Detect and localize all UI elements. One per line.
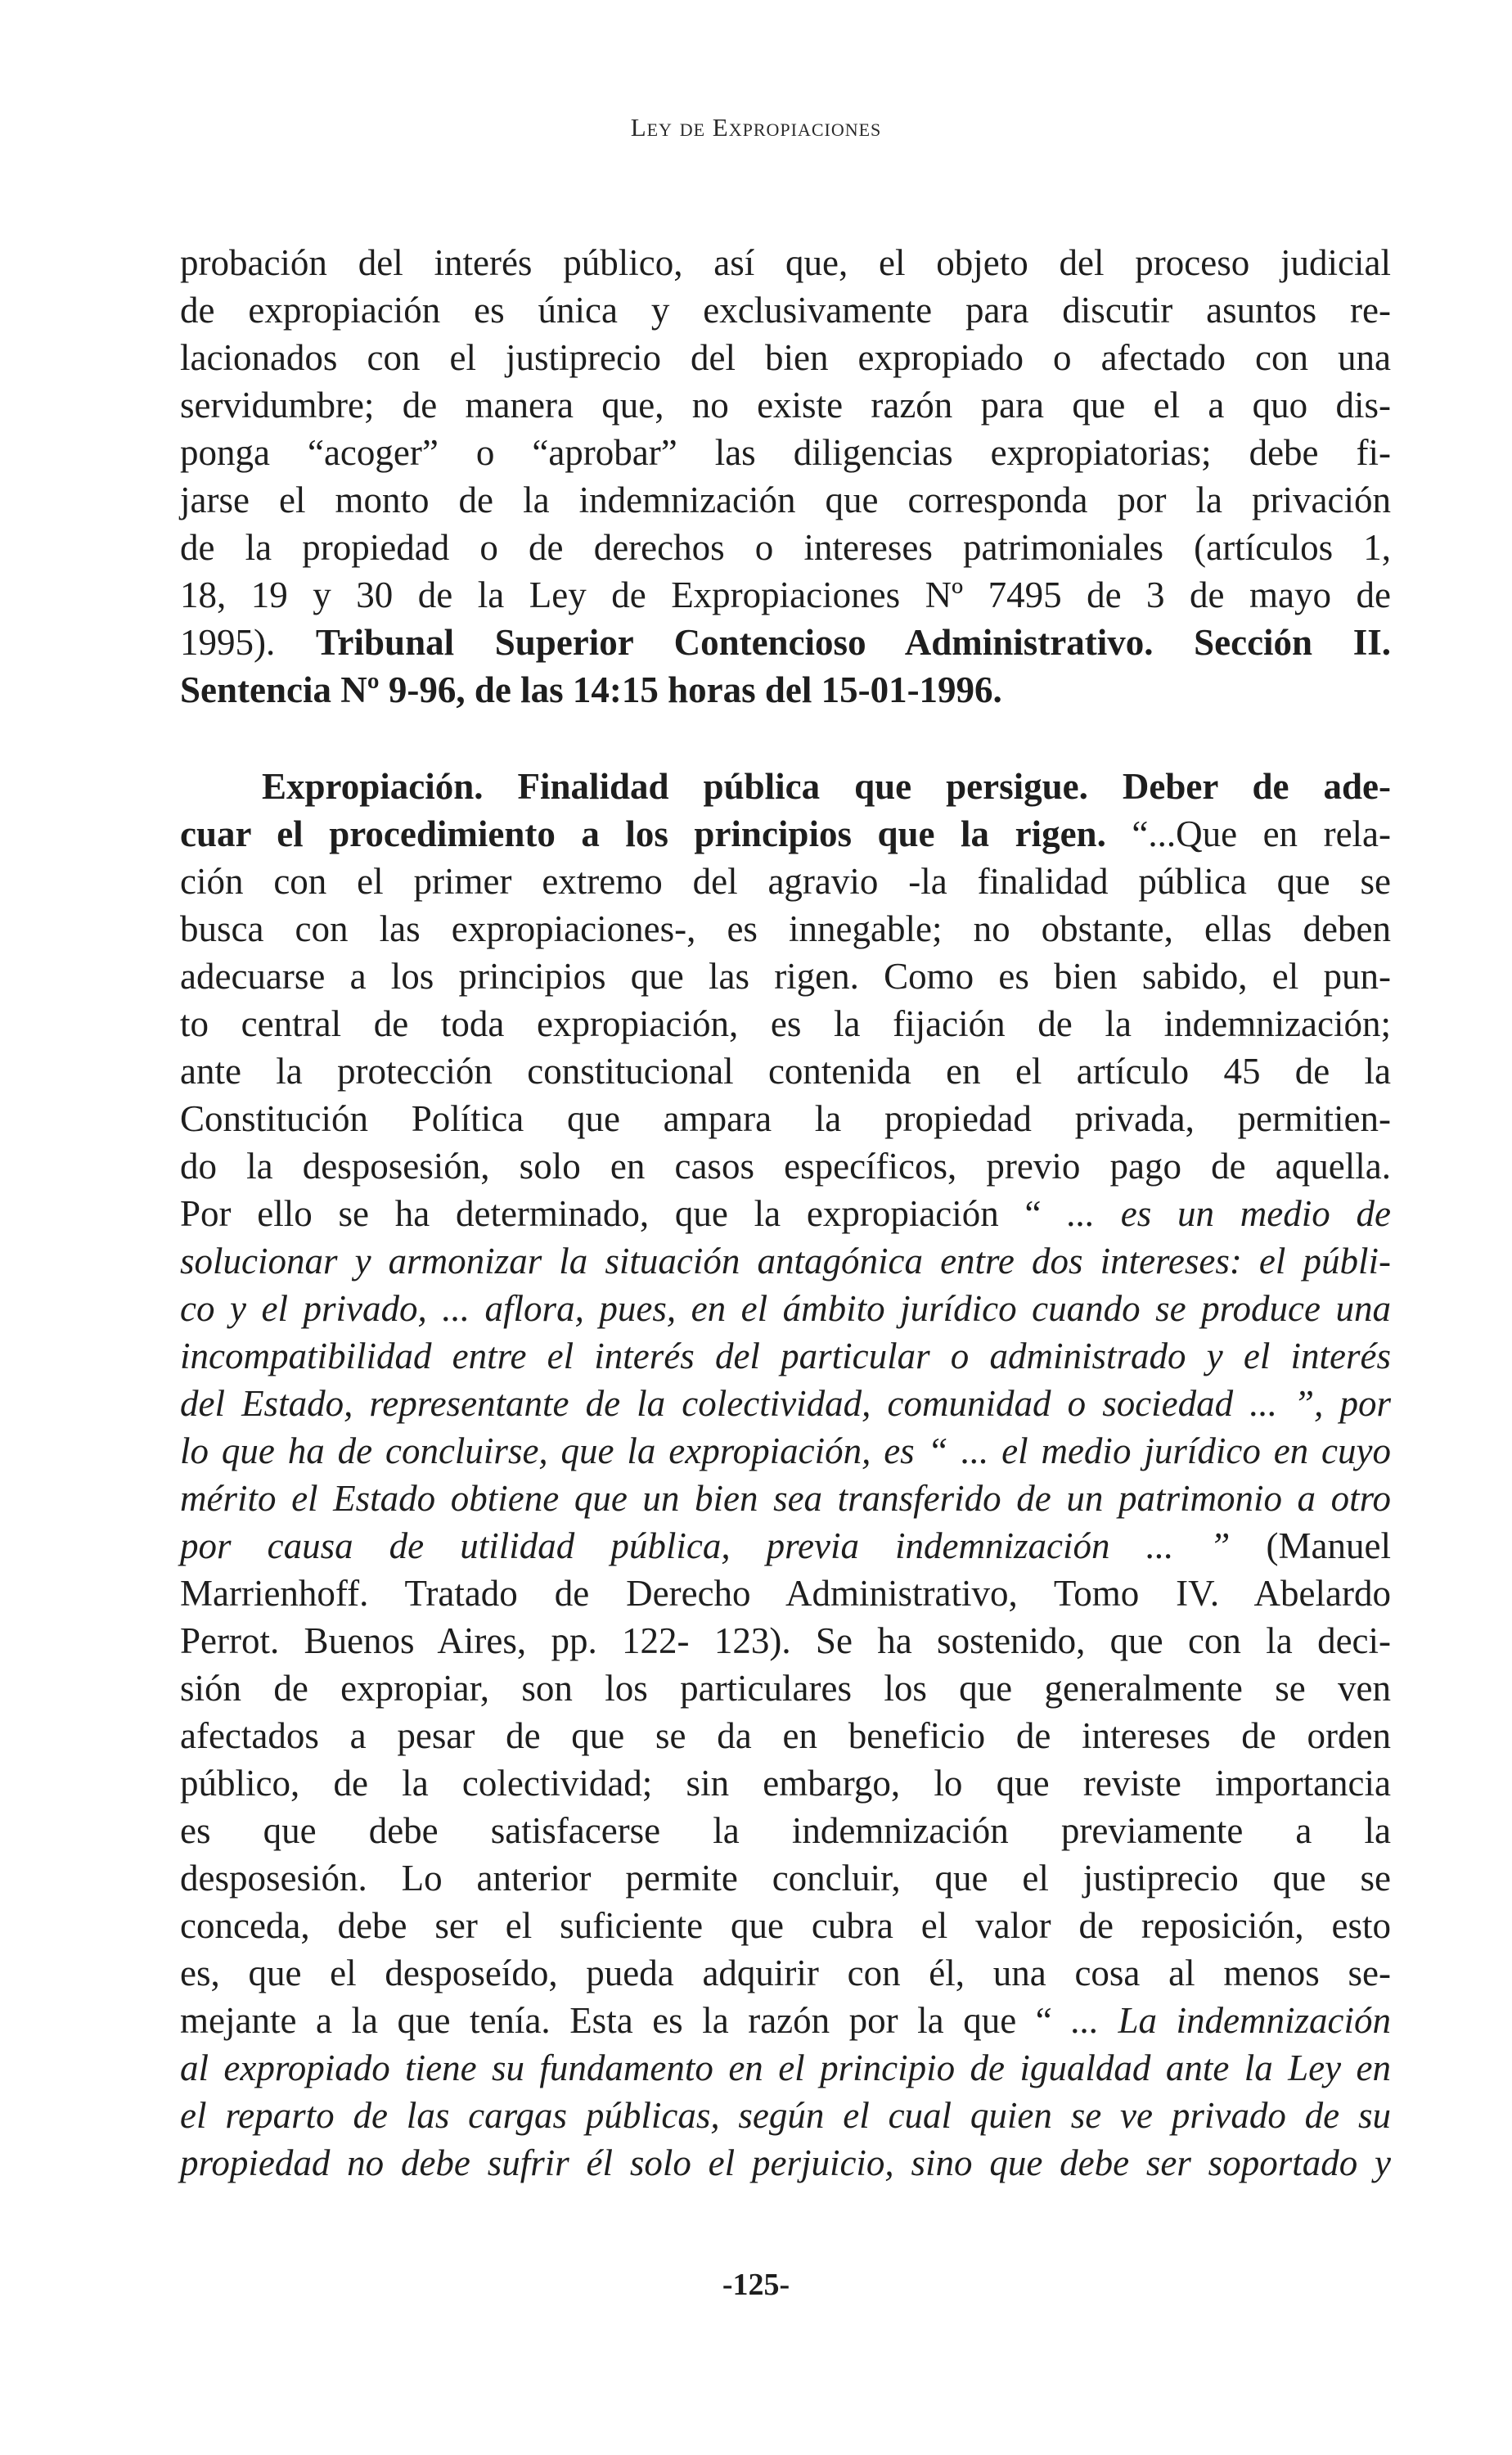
text-line [180, 1332, 1391, 1380]
text-run: solucionar y armonizar la situación antagónica entre dos intereses: el públi- [180, 1241, 1391, 1282]
text-run: por causa de utilidad pública, previa indemnización ... ” [180, 1525, 1231, 1566]
text-line [180, 381, 1391, 429]
paragraph-court-ruling [180, 239, 1391, 714]
text-line [180, 571, 1391, 619]
text-line [180, 1000, 1391, 1047]
text-line [180, 429, 1391, 476]
text-line [180, 763, 1391, 810]
text-line [180, 1285, 1391, 1332]
text-line [180, 1095, 1391, 1142]
text-line [180, 1617, 1391, 1664]
text-run: mejante a la que tenía. Esta es la razón por la que “ [180, 2000, 1072, 2041]
text-run: ante la protección constitucional contenida en el artículo 45 de la [180, 1051, 1391, 1092]
text-run: to central de toda expropiación, es la fijación de la indemnización; [180, 1003, 1391, 1044]
text-run: lacionados con el justiprecio del bien expropiado o afectado con una [180, 337, 1391, 378]
text-line [180, 286, 1391, 334]
text-line [180, 1237, 1391, 1285]
text-line [180, 810, 1391, 858]
text-run: probación del interés público, así que, el objeto del proceso judicial [180, 242, 1391, 283]
text-line [180, 1807, 1391, 1854]
text-line [180, 1522, 1391, 1570]
text-run: del Estado, representante de la colectividad, comunidad o sociedad ... ”, por [180, 1383, 1391, 1424]
text-run: lo que ha de concluirse, que la expropiación, es “ ... el medio jurídico en cuyo [180, 1430, 1391, 1471]
text-run: público, de la colectividad; sin embargo, lo que reviste importancia [180, 1763, 1391, 1804]
text-line [180, 524, 1391, 571]
text-run: ... es un medio de [1067, 1193, 1391, 1234]
text-run: ponga “acoger” o “aprobar” las diligencias expropiatorias; debe fi- [180, 432, 1391, 473]
text-run: (Manuel [1230, 1525, 1391, 1566]
text-line [180, 1427, 1391, 1475]
text-line [180, 1997, 1391, 2044]
text-run: sión de expropiar, son los particulares los que generalmente se ven [180, 1668, 1391, 1709]
text-run: Expropiación. Finalidad pública que persigue. Deber de ade- [262, 766, 1391, 807]
text-run: busca con las expropiaciones-, es innegable; no obstante, ellas deben [180, 908, 1391, 949]
text-run: afectados a pesar de que se da en beneficio de intereses de orden [180, 1715, 1391, 1756]
text-line [180, 1570, 1391, 1617]
running-header: Ley de Expropiaciones [630, 113, 882, 142]
text-run: jarse el monto de la indemnización que corresponda por la privación [180, 480, 1391, 520]
text-run: de expropiación es única y exclusivamente para discutir asuntos re- [180, 290, 1391, 331]
text-line [180, 2092, 1391, 2139]
page-number: -125- [722, 2268, 790, 2302]
text-line [180, 1712, 1391, 1759]
text-run: propiedad no debe sufrir él solo el perjuicio, sino que debe ser soportado y [180, 2142, 1391, 2183]
text-run: al expropiado tiene su fundamento en el principio de igualdad ante la Ley en [180, 2047, 1391, 2088]
text-line [180, 905, 1391, 953]
text-line [180, 1190, 1391, 1237]
text-line [180, 953, 1391, 1000]
text-line [180, 239, 1391, 286]
text-run: Perrot. Buenos Aires, pp. 122- 123). Se ha sostenido, que con la deci- [180, 1620, 1391, 1661]
text-line [180, 1902, 1391, 1949]
text-line [180, 1664, 1391, 1712]
text-run: Marrienhoff. Tratado de Derecho Administrativo, Tomo IV. Abelardo [180, 1573, 1391, 1614]
paragraph-expropriation [180, 763, 1391, 2187]
text-run: desposesión. Lo anterior permite concluir, que el justiprecio que se [180, 1858, 1391, 1899]
text-line [180, 1949, 1391, 1997]
text-run: el reparto de las cargas públicas, según el cual quien se ve privado de su [180, 2095, 1391, 2136]
text-line [180, 666, 1391, 714]
text-run: adecuarse a los principios que las rigen. Como es bien sabido, el pun- [180, 956, 1391, 997]
text-run: Constitución Política que ampara la propiedad privada, permitien- [180, 1098, 1391, 1139]
text-line [180, 334, 1391, 381]
text-line [180, 858, 1391, 905]
text-line [180, 1142, 1391, 1190]
text-line [180, 1854, 1391, 1902]
text-run: conceda, debe ser el suficiente que cubra el valor de reposición, esto [180, 1905, 1391, 1946]
text-run: mérito el Estado obtiene que un bien sea transferido de un patrimonio a otro [180, 1478, 1391, 1519]
text-line [180, 2139, 1391, 2187]
text-run: 18, 19 y 30 de la Ley de Expropiaciones Nº 7495 de 3 de mayo de [180, 574, 1391, 615]
text-run: de la propiedad o de derechos o intereses patrimoniales (artículos 1, [180, 527, 1391, 568]
text-line [180, 1380, 1391, 1427]
text-line [180, 2044, 1391, 2092]
text-run: Tribunal Superior Contencioso Administrativo. Sección II. [315, 622, 1391, 663]
text-line [180, 1475, 1391, 1522]
text-line [180, 476, 1391, 524]
text-line [180, 1759, 1391, 1807]
text-line [180, 619, 1391, 666]
text-run: 1995). [180, 622, 316, 663]
text-run: do la desposesión, solo en casos específicos, previo pago de aquella. [180, 1146, 1391, 1187]
text-run: ción con el primer extremo del agravio -la finalidad pública que se [180, 861, 1391, 902]
text-run: “...Que en rela- [1105, 813, 1391, 854]
text-run: servidumbre; de manera que, no existe razón para que el a quo dis- [180, 385, 1391, 426]
text-run: Sentencia Nº 9-96, de las 14:15 horas del 15-01-1996. [180, 669, 1002, 710]
text-run: co y el privado, ... aflora, pues, en el ámbito jurídico cuando se produce una [180, 1288, 1391, 1329]
text-run: incompatibilidad entre el interés del particular o administrado y el interés [180, 1336, 1391, 1376]
text-run: Por ello se ha determinado, que la expropiación “ [180, 1193, 1068, 1234]
text-run: cuar el procedimiento a los principios que la rigen. [180, 813, 1106, 854]
text-line [180, 1047, 1391, 1095]
text-run: es que debe satisfacerse la indemnización previamente a la [180, 1810, 1391, 1851]
text-run: ... La indemnización [1071, 2000, 1391, 2041]
text-run: es, que el desposeído, pueda adquirir con él, una cosa al menos se- [180, 1953, 1391, 1993]
